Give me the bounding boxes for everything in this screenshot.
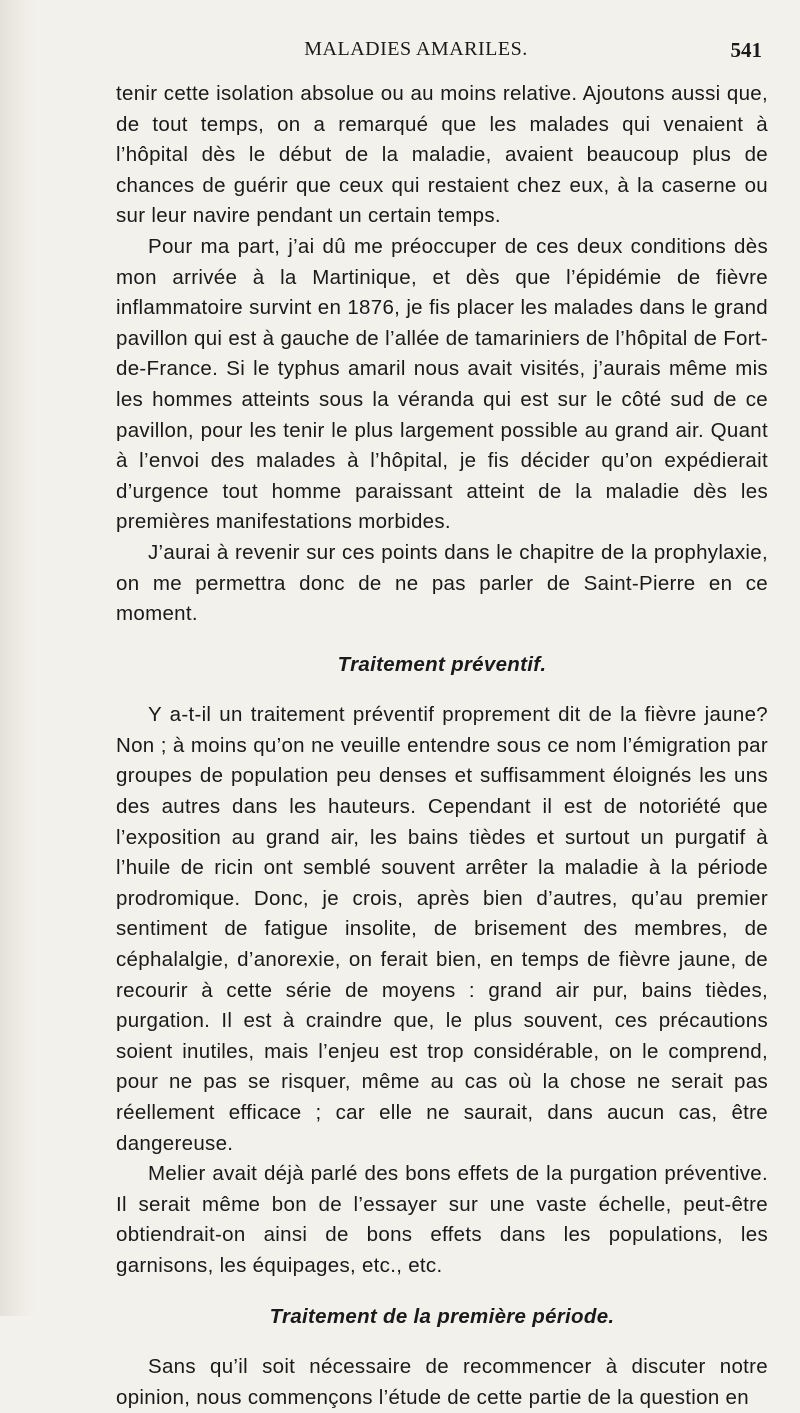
section-heading: Traitement de la première période. <box>269 1304 615 1328</box>
body-text <box>116 79 768 1413</box>
section-heading: Traitement préventif. <box>337 652 547 676</box>
running-title: MALADIES AMARILES. <box>304 38 528 60</box>
paragraph: Y a-t-il un traitement préventif proprement dit de la fièvre jaune? Non ; à moins qu’on ne veuille entendre sous ce nom l’émigration par groupes de population peu denses et suffisamment éloignés les uns des autres dans les hauteurs. Cependant il est de notoriété que l’exposition au grand air, les bains tièdes et surtout un purgatif à l’huile de ricin ont semblé souvent arrêter la maladie à la période prodromique. Donc, je crois, après bien d’autres, qu’au premier sentiment de fatigue insolite, de brisement des membres, de céphalalgie, d’anorexie, on ferait bien, en temps de fièvre jaune, de recourir à cette série de moyens : grand air pur, bains tièdes, purgation. Il est à craindre que, le plus souvent, ces précautions soient inutiles, mais l’enjeu est trop considérable, on le comprend, pour ne pas se risquer, même au cas où la chose ne serait pas réellement efficace ; car elle ne saurait, dans aucun cas, être dangereuse. <box>116 703 768 1155</box>
page-number: 541 <box>730 38 762 62</box>
spacer <box>116 630 768 650</box>
paragraph: Pour ma part, j’ai dû me préoccuper de ces deux conditions dès mon arrivée à la Martinique, et dès que l’épidémie de fièvre inflammatoire survint en 1876, je fis placer les malades dans le grand pavillon qui est à gauche de l’allée de tamariniers de l’hôpital de Fort-de-France. Si le typhus amaril nous avait visités, j’aurais même mis les hommes atteints sous la véranda qui est sur le côté sud de ce pavillon, pour les tenir le plus largement possible au grand air. Quant à l’envoi des malades à l’hôpital, je fis décider qu’on expédierait d’urgence tout homme paraissant atteint de la maladie dès les premières manifestations morbides. <box>116 234 768 534</box>
spacer <box>116 1282 768 1302</box>
page-gutter-shadow <box>0 0 36 1316</box>
paragraph: tenir cette isolation absolue ou au moins relative. Ajoutons aussi que, de tout temps, on a remarqué que les malades qui venaient à l’hôpital dès le début de la maladie, avaient beaucoup plus de chances de guérir que ceux qui restaient chez eux, à la caserne ou sur leur navire pendant un certain temps. <box>116 82 768 228</box>
spacer <box>116 680 768 700</box>
paragraph: Melier avait déjà parlé des bons effets de la purgation préventive. Il serait même bon de l’essayer sur une vaste échelle, peut-être obtiendrait-on ainsi de bons effets dans les populations, les garnisons, les équipages, etc., etc. <box>116 1162 768 1277</box>
spacer <box>116 1332 768 1352</box>
paragraph: J’aurai à revenir sur ces points dans le chapitre de la prophylaxie, on me permettra donc de ne pas parler de Saint-Pierre en ce moment. <box>116 540 768 626</box>
page-header <box>70 38 762 68</box>
paragraph: Sans qu’il soit nécessaire de recommencer à discuter notre opinion, nous commençons l’étude de cette partie de la question en <box>116 1355 768 1409</box>
